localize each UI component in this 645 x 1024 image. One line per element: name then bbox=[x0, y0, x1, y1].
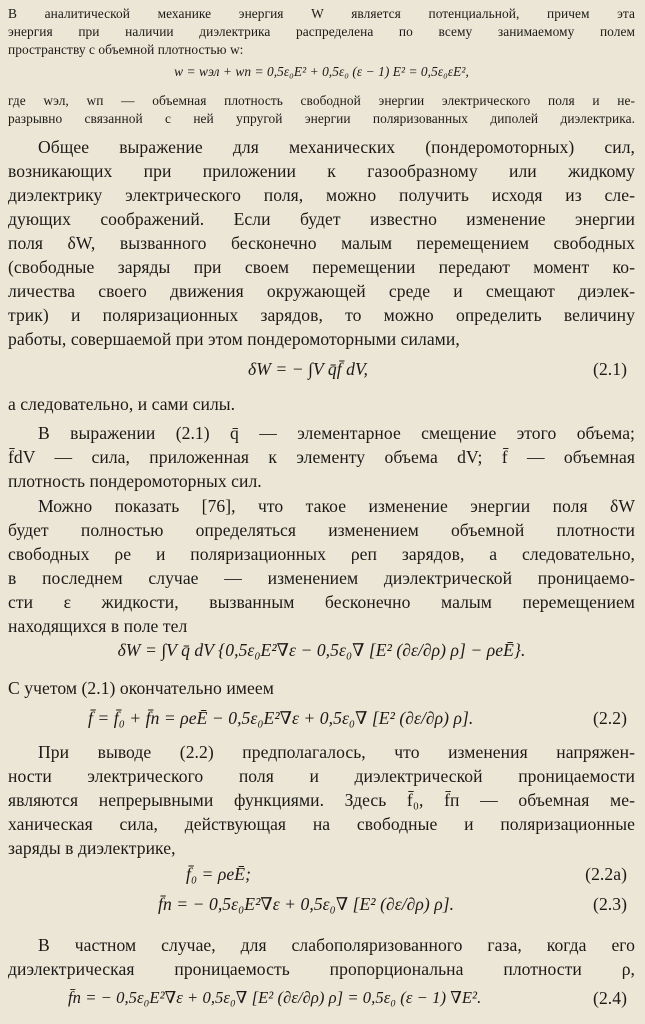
paragraph-line: (свободные заряды при своем перемещении передают момент ко- bbox=[8, 257, 635, 277]
paragraph-line: ханическая сила, действующая на свободные и поляризационные bbox=[8, 814, 635, 834]
intro-line: В аналитической механике энергия W является потенциальной, причем эта bbox=[8, 6, 635, 21]
paragraph-line: С учетом (2.1) окончательно имеем bbox=[8, 678, 274, 698]
equation-formula: f̄₀ = ρeĒ; bbox=[186, 864, 251, 884]
paragraph-line: свободных ρe и поляризационных ρеп зарядов, а следовательно, bbox=[8, 544, 635, 564]
energy-density-formula: w = wэл + wп = 0,5ε₀E² + 0,5ε₀ (ε − 1) E² = 0,5ε₀εE², bbox=[174, 64, 469, 79]
paragraph-line: а следовательно, и сами силы. bbox=[8, 394, 236, 414]
paragraph-line: диэлектрическая проницаемость пропорциональна плотности ρ, bbox=[8, 959, 635, 979]
paragraph-line: будет полностью определяться изменением объемной плотности bbox=[8, 520, 635, 540]
equation-2-3 bbox=[8, 892, 635, 918]
paragraph-line: ности электрического поля и диэлектрической проницаемости bbox=[8, 766, 635, 786]
equation-number: (2.3) bbox=[593, 894, 627, 914]
equation-2-1 bbox=[8, 353, 635, 389]
intro-line: энергия при наличии диэлектрика распределена по всему занимаемому полем bbox=[8, 24, 635, 39]
paragraph-line: При выводе (2.2) предполагалось, что изменения напряжен- bbox=[38, 742, 635, 762]
intro-line: пространству с объемной плотностью w: bbox=[8, 42, 244, 57]
paragraph-line: дующих соображений. Если будет известно изменение энергии bbox=[8, 209, 635, 229]
paragraph-line: Можно показать [76], что такое изменение энергии поля δW bbox=[38, 496, 635, 516]
paragraph-line: возникающих при приложении к газообразному или жидкому bbox=[8, 161, 635, 181]
paragraph-line: трик) и поляризационных зарядов, то можно определить величину bbox=[8, 305, 635, 325]
paragraph-line: плотность пондеромоторных сил. bbox=[8, 471, 262, 491]
paragraph-line: являются непрерывными функциями. Здесь f̄₀, f̄п — объемная ме- bbox=[8, 790, 635, 810]
paragraph-line: работы, совершаемой при этом пондеромоторными силами, bbox=[8, 329, 460, 349]
equation-number: (2.2а) bbox=[585, 864, 627, 884]
equation-2-2 bbox=[8, 706, 635, 734]
intro-line: где wэл, wп — объемная плотность свободной энергии электрического поля и не- bbox=[8, 93, 635, 108]
paragraph-line: f̄dV — сила, приложенная к элементу объема dV; f̄ — объемная bbox=[8, 447, 635, 467]
equation-number: (2.4) bbox=[593, 988, 627, 1008]
equation-formula: f̄п = − 0,5ε₀E²∇ε + 0,5ε₀∇ [E² (∂ε/∂ρ) ρ] = 0,5ε₀ (ε − 1) ∇E². bbox=[68, 988, 482, 1007]
paragraph-line: заряды в диэлектрике, bbox=[8, 838, 176, 858]
equation-2-4 bbox=[8, 986, 635, 1014]
paragraph-line: в последнем случае — изменением диэлектрической проницаемо- bbox=[8, 568, 635, 588]
intro-line: разрывно связанной с ней упругой энергии поляризованных диполей диэлектрика. bbox=[8, 111, 635, 126]
paragraph-line: поля δW, вызванного бесконечно малым перемещением свободных bbox=[8, 233, 635, 253]
energy-change-equation: δW = ∫V q̄ dV {0,5ε₀E²∇ε − 0,5ε₀∇ [E² (∂ε/∂ρ) ρ] − ρeĒ}. bbox=[117, 640, 526, 660]
paragraph-line: находящихся в поле тел bbox=[8, 616, 188, 636]
equation-2-2a bbox=[8, 862, 635, 888]
paragraph-line: сти ε жидкости, вызванным бесконечно малым перемещением bbox=[8, 592, 635, 612]
paragraph-line: Общее выражение для механических (пондеромоторных) сил, bbox=[38, 137, 635, 157]
equation-formula: f̄ = f̄₀ + f̄п = ρeĒ − 0,5ε₀E²∇ε + 0,5ε₀∇ [E² (∂ε/∂ρ) ρ]. bbox=[88, 708, 474, 728]
paragraph-line: В выражении (2.1) q̄ — элементарное смещение этого объема; bbox=[38, 423, 635, 443]
paragraph-line: личества своего движения окружающей среде и смещают диэлек- bbox=[8, 281, 635, 301]
paragraph-line: В частном случае, для слабополяризованного газа, когда его bbox=[38, 935, 635, 955]
equation-formula: δW = − ∫V q̄f̄ dV, bbox=[248, 359, 368, 379]
equation-number: (2.2) bbox=[593, 708, 627, 728]
paragraph-line: диэлектрику электрического поля, можно получить исходя из сле- bbox=[8, 185, 635, 205]
equation-formula: f̄п = − 0,5ε₀E²∇ε + 0,5ε₀∇ [E² (∂ε/∂ρ) ρ]. bbox=[158, 894, 455, 914]
equation-number: (2.1) bbox=[593, 359, 627, 379]
